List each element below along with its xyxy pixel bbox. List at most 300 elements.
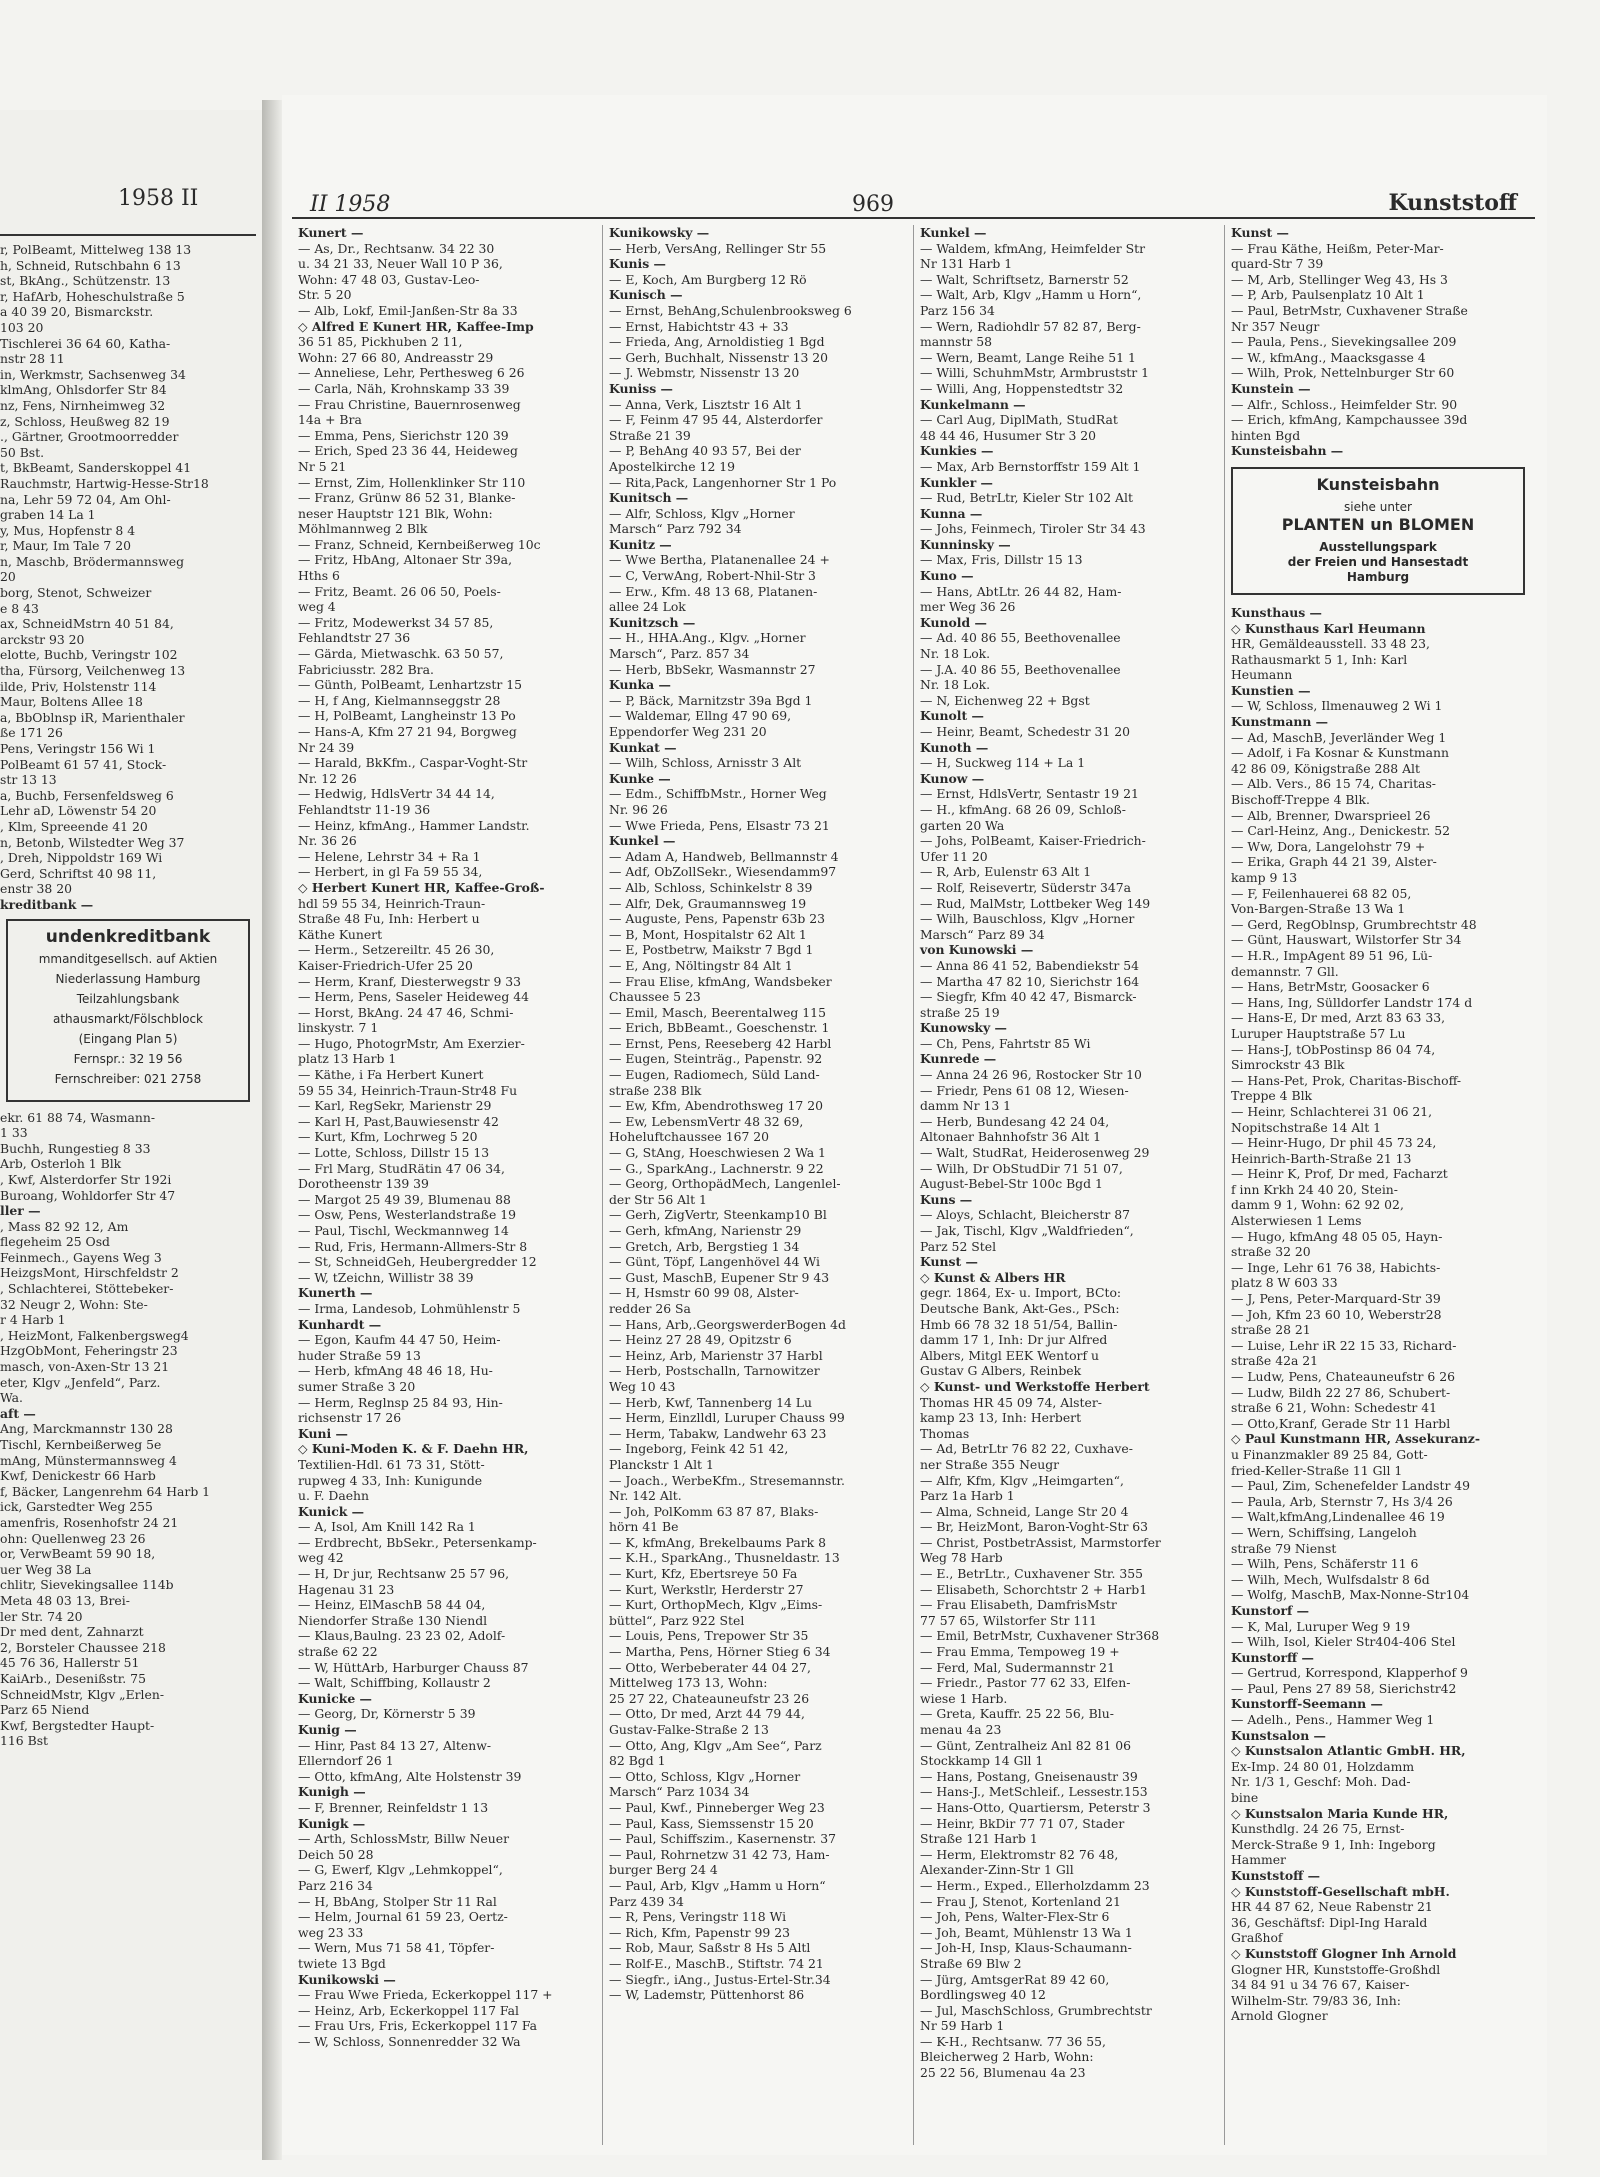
directory-entry: — Erika, Graph 44 21 39, Alster- [1231, 854, 1437, 870]
directory-entry: — Wern, Mus 71 58 41, Töpfer- [298, 1940, 495, 1956]
directory-entry: — Otto, Ang, Klgv „Am See“, Parz [609, 1737, 822, 1753]
directory-entry: flegeheim 25 Osd [0, 1234, 110, 1250]
directory-entry: August-Bebel-Str 100c Bgd 1 [920, 1176, 1103, 1192]
directory-entry: ◇ Herbert Kunert HR, Kaffee-Groß- [298, 879, 545, 895]
directory-entry: — Klaus,Baulng. 23 23 02, Adolf- [298, 1628, 506, 1644]
directory-entry: ße 171 26 [0, 725, 63, 741]
directory-entry: Kunninsky — [920, 536, 1011, 552]
left-page-entries [0, 242, 258, 913]
left-page [0, 110, 265, 2150]
directory-entry: Niendorfer Straße 130 Niendl [298, 1612, 488, 1628]
directory-entry: damm Nr 13 1 [920, 1098, 1012, 1114]
directory-entry: — Eugen, Steinträg., Papenstr. 92 [609, 1051, 823, 1067]
directory-entry: demannstr. 7 Gll. [1231, 963, 1339, 979]
directory-entry: — Siegfr, Kfm 40 42 47, Bismarck- [920, 989, 1137, 1005]
directory-entry: kamp 9 13 [1231, 870, 1298, 885]
directory-entry: — Christ, PostbetrAssist, Marmstorfer [920, 1534, 1161, 1550]
directory-entry: — Ad, BetrLtr 76 82 22, Cuxhave- [920, 1441, 1133, 1457]
directory-entry: Kunkel — [609, 833, 676, 849]
directory-entry: — Walt,kfmAng,Lindenallee 46 19 [1231, 1509, 1445, 1525]
directory-entry: platz 13 Harb 1 [298, 1051, 397, 1067]
directory-entry: Kunstein — [1231, 380, 1311, 396]
directory-entry: Kunst — [920, 1254, 978, 1270]
directory-entry: Heumann [1231, 667, 1293, 683]
directory-entry: Fehlandtstr 11-19 36 [298, 801, 431, 817]
directory-entry: — Wern, Schiffsing, Langeloh [1231, 1524, 1417, 1540]
directory-entry: straße 238 Blk [609, 1082, 702, 1098]
directory-entry: 14a + Bra [298, 412, 362, 428]
directory-entry: HR, Gemäldeausstell. 33 48 23, [1231, 636, 1430, 652]
directory-entry: Glogner HR, Kunststoffe-Großhdl [1231, 1961, 1441, 1977]
directory-entry: e 8 43 [0, 600, 39, 616]
directory-entry: HzgObMont, Feheringstr 23 [0, 1343, 178, 1359]
directory-entry: — Walt, StudRat, Heiderosenweg 29 [920, 1145, 1150, 1161]
directory-entry: Eppendorfer Weg 231 20 [609, 724, 767, 739]
directory-entry: — Carl-Heinz, Ang., Denickestr. 52 [1231, 823, 1450, 839]
directory-entry: — Wilh, Schloss, Arnisstr 3 Alt [609, 755, 802, 771]
directory-entry: Nr 5 21 [298, 458, 347, 474]
directory-entry: — Hans, Postang, Gneisenaustr 39 [920, 1768, 1138, 1784]
directory-entry: — Ernst, Habichtstr 43 + 33 [609, 318, 789, 334]
directory-entry: — Herb, Kwf, Tannenberg 14 Lu [609, 1394, 813, 1410]
left-page-rule [0, 234, 256, 236]
directory-entry: 2, Borsteler Chaussee 218 [0, 1639, 166, 1655]
directory-entry: garten 20 Wa [920, 817, 1005, 833]
directory-entry: tha, Fürsorg, Veilchenweg 13 [0, 663, 186, 679]
directory-entry: hörn 41 Be [609, 1519, 679, 1535]
directory-entry: — Joh, Pens, Walter-Flex-Str 6 [920, 1909, 1110, 1925]
directory-entry: Kuni — [298, 1425, 348, 1441]
directory-entry: Kunert — [298, 225, 364, 240]
directory-entry: straße 42a 21 [1231, 1353, 1319, 1369]
bank-ad-line: Fernschreiber: 021 2758 [54, 1071, 202, 1086]
directory-entry: Marsch“ Parz 792 34 [609, 521, 742, 537]
directory-entry: — Herm, Einzlldl, Luruper Chauss 99 [609, 1410, 845, 1426]
main-page [282, 95, 1547, 2155]
directory-entry: — Greta, Kauffr. 25 22 56, Blu- [920, 1706, 1114, 1722]
directory-entry: Feinmech., Gayens Weg 3 [0, 1249, 162, 1265]
directory-column-2 [603, 225, 914, 2145]
directory-entry: Von-Bargen-Straße 13 Wa 1 [1231, 901, 1406, 917]
directory-entry: — Joh, PolKomm 63 87 87, Blaks- [609, 1503, 819, 1519]
directory-entry: Rathausmarkt 5 1, Inh: Karl [1231, 651, 1408, 667]
directory-entry: — Karl H, Past,Bauwiesenstr 42 [298, 1113, 499, 1129]
directory-entry: — Herb, VersAng, Rellinger Str 55 [609, 240, 827, 256]
directory-entry: — Paul, Zim, Schenefelder Landstr 49 [1231, 1478, 1471, 1494]
directory-entry: — J. Webmstr, Nissenstr 13 20 [609, 365, 800, 381]
directory-entry: sumer Straße 3 20 [298, 1378, 416, 1394]
directory-entry: — R, Arb, Eulenstr 63 Alt 1 [920, 864, 1092, 880]
directory-entry: — C, VerwAng, Robert-Nhil-Str 3 [609, 568, 816, 584]
directory-entry: 36 51 85, Pickhuben 2 11, [298, 334, 463, 350]
directory-entry: Gerd, Schriftst 40 98 11, [0, 865, 157, 881]
directory-entry: Marsch“ Parz 89 34 [920, 926, 1045, 942]
directory-entry: — Wilh, Isol, Kieler Str404-406 Stel [1231, 1634, 1456, 1650]
directory-entry: — R, Pens, Veringstr 118 Wi [609, 1909, 787, 1925]
directory-entry: ekr. 61 88 74, Wasmann- [0, 1109, 156, 1125]
directory-entry: 1 33 [0, 1125, 28, 1141]
directory-entry: Wa. [0, 1390, 23, 1406]
directory-entry: Nr. 96 26 [609, 801, 668, 817]
directory-entry: — Friedr, Pens 61 08 12, Wiesen- [920, 1082, 1129, 1098]
bank-ad-line: mmanditgesellsch. auf Aktien [38, 951, 218, 966]
directory-entry: Textilien-Hdl. 61 73 31, Stött- [298, 1456, 485, 1472]
directory-entry: — Gerh, Buchhalt, Nissenstr 13 20 [609, 349, 829, 365]
directory-entry: — Hans-E, Dr med, Arzt 83 63 33, [1231, 1010, 1446, 1026]
directory-entry: Kuno — [920, 568, 974, 584]
directory-entry: hinten Bgd [1231, 427, 1301, 443]
directory-entry: — Rob, Maur, Saßstr 8 Hs 5 Altl [609, 1940, 811, 1956]
directory-entry: elotte, Buchb, Veringstr 102 [0, 647, 178, 663]
directory-entry: — Hinr, Past 84 13 27, Altenw- [298, 1737, 492, 1753]
directory-entry: — Günt, Hauswart, Wilstorfer Str 34 [1231, 932, 1462, 948]
directory-entry: — H, PolBeamt, Langheinstr 13 Po [298, 708, 516, 724]
directory-entry: Nr. 18 Lok. [920, 646, 991, 662]
directory-entry: — Emil, BetrMstr, Cuxhavener Str368 [920, 1628, 1160, 1644]
directory-entry: — Johs, Feinmech, Tiroler Str 34 43 [920, 521, 1146, 537]
directory-entry: — Alfr, Schloss, Klgv „Horner [609, 505, 795, 521]
directory-entry: HR 44 87 62, Neue Rabenstr 21 [1231, 1899, 1433, 1915]
directory-entry: — Ew, Kfm, Abendrothsweg 17 20 [609, 1098, 823, 1114]
directory-entry: chlitr, Sievekingsallee 114b [0, 1577, 174, 1593]
directory-entry: Alsterwiesen 1 Lems [1231, 1213, 1362, 1229]
directory-entry: — Willi, Ang, Hoppenstedtstr 32 [920, 380, 1124, 396]
directory-entry: — Alb, Lokf, Emil-Janßen-Str 8a 33 [298, 302, 518, 318]
directory-entry: — Rolf-E., MaschB., Stiftstr. 74 21 [609, 1955, 824, 1971]
directory-entry: 50 Bst. [0, 444, 45, 460]
directory-entry: — Horst, BkAng. 24 47 46, Schmi- [298, 1004, 514, 1020]
directory-entry: — Frl Marg, StudRätin 47 06 34, [298, 1160, 505, 1176]
directory-entry: Fabriciusstr. 282 Bra. [298, 661, 434, 677]
directory-entry: — H, Suckweg 114 + La 1 [920, 755, 1086, 771]
directory-entry: weg 4 [298, 599, 336, 615]
directory-entry: — Franz, Schneid, Kernbeißerweg 10c [298, 536, 541, 552]
directory-entry: weg 23 33 [298, 1924, 364, 1940]
directory-entry: Tischlerei 36 64 60, Katha- [0, 335, 171, 351]
directory-entry: Hths 6 [298, 568, 340, 584]
directory-entry: — Herm., Exped., Ellerholzdamm 23 [920, 1877, 1150, 1893]
directory-entry: Kunna — [920, 505, 983, 521]
directory-entry: Treppe 4 Blk [1231, 1088, 1313, 1104]
directory-entry: 36, Geschäftsf: Dipl-Ing Harald [1231, 1914, 1428, 1930]
directory-entry: menau 4a 23 [920, 1722, 1002, 1737]
directory-entry: Kuniss — [609, 380, 673, 396]
directory-entry: — H.R., ImpAgent 89 51 96, Lü- [1231, 947, 1433, 963]
directory-entry: — Herb, BbSekr, Wasmannstr 27 [609, 661, 816, 677]
directory-entry: — Max, Fris, Dillstr 15 13 [920, 552, 1083, 568]
directory-entry: Parz 65 Niend [0, 1702, 90, 1718]
directory-entry: — Joh-H, Insp, Klaus-Schaumann- [920, 1940, 1132, 1956]
directory-entry: — Heinr, Beamt, Schedestr 31 20 [920, 724, 1130, 739]
directory-entry: Kunkelmann — [920, 396, 1026, 412]
directory-entry: straße 25 19 [920, 1004, 1000, 1020]
directory-entry: twiete 13 Bgd [298, 1955, 386, 1971]
directory-entry: — Luise, Lehr iR 22 15 33, Richard- [1231, 1337, 1457, 1353]
directory-entry: ilde, Priv, Holstenstr 114 [0, 678, 157, 694]
left-page-column [0, 242, 262, 2142]
directory-entry: burger Berg 24 4 [609, 1862, 718, 1878]
page-header [282, 95, 1547, 219]
directory-entry: — Herb, kfmAng 48 46 18, Hu- [298, 1363, 493, 1379]
directory-entry: — Erich, Sped 23 36 44, Heideweg [298, 443, 518, 459]
directory-entry: — Herm, Elektromstr 82 76 48, [920, 1846, 1119, 1862]
directory-entry: , Kwf, Alsterdorfer Str 192i [0, 1171, 172, 1187]
directory-entry: — Paul, Kwf., Pinneberger Weg 23 [609, 1799, 825, 1815]
directory-entry: u Finanzmakler 89 25 84, Gott- [1231, 1446, 1428, 1462]
directory-entry: — Paul, Arb, Klgv „Hamm u Horn“ [609, 1877, 826, 1893]
directory-entry: Altonaer Bahnhofstr 36 Alt 1 [920, 1129, 1102, 1145]
directory-entry: Parz 52 Stel [920, 1238, 997, 1254]
directory-entry: Deutsche Bank, Akt-Ges., PSch: [920, 1300, 1120, 1316]
directory-entry: Kunow — [920, 770, 985, 786]
directory-entry: — Irma, Landesob, Lohmühlenstr 5 [298, 1300, 521, 1316]
directory-entry: straße 62 22 [298, 1644, 378, 1660]
directory-entry: Albers, Mitgl EEK Wentorf u [920, 1347, 1099, 1363]
directory-entry: Kunigk — [298, 1815, 366, 1831]
directory-entry: — Heinr, BkDir 77 71 07, Stader [920, 1815, 1125, 1831]
directory-entry: nz, Fens, Nirnheimweg 32 [0, 397, 166, 413]
column-4-top-entries [1231, 225, 1529, 459]
directory-entry: Kunoth — [920, 739, 989, 755]
directory-entry: graben 14 La 1 [0, 507, 96, 523]
directory-entry: — F, Brenner, Reinfeldstr 1 13 [298, 1799, 489, 1815]
directory-entry: Stockkamp 14 Gll 1 [920, 1753, 1044, 1769]
directory-entry: mAng, Münstermannsweg 4 [0, 1452, 177, 1468]
directory-entry: — Siegfr., iAng., Justus-Ertel-Str.34 [609, 1971, 831, 1987]
directory-entry: straße 32 20 [1231, 1244, 1311, 1260]
directory-entry: — Fritz, Beamt. 26 06 50, Poels- [298, 583, 501, 599]
directory-entry: Weg 10 43 [609, 1378, 676, 1394]
directory-entry: , Schlachterei, Stöttebeker- [0, 1281, 174, 1297]
directory-entry: — Alma, Schneid, Lange Str 20 4 [920, 1503, 1129, 1519]
directory-entry: Arnold Glogner [1231, 2008, 1328, 2024]
directory-entry: Mittelweg 173 13, Wohn: [609, 1675, 768, 1691]
bank-ad-line: Fernspr.: 32 19 56 [73, 1051, 183, 1066]
directory-entry: Simrockstr 43 Blk [1231, 1057, 1345, 1073]
directory-entry: ◇ Kunststoff Glogner Inh Arnold [1231, 1945, 1457, 1961]
directory-entry: eter, Klgv „Jenfeld“, Parz. [0, 1374, 161, 1390]
directory-entry: — Eugen, Radiomech, Süld Land- [609, 1067, 820, 1083]
directory-entry: Kunig — [298, 1722, 357, 1737]
directory-entry: — Joh, Kfm 23 60 10, Weberstr28 [1231, 1306, 1442, 1322]
directory-entry: Gustav-Falke-Straße 2 13 [609, 1722, 769, 1737]
directory-entry: Nr 24 39 [298, 739, 355, 755]
directory-entry: r, PolBeamt, Mittelweg 138 13 [0, 242, 192, 257]
directory-entry: — H, Dr jur, Rechtsanw 25 57 96, [298, 1566, 510, 1582]
directory-entry: — Willi, SchuhmMstr, Armbruststr 1 [920, 365, 1150, 381]
directory-entry: — Fritz, HbAng, Altonaer Str 39a, [298, 552, 513, 568]
directory-entry: str 13 13 [0, 772, 57, 788]
directory-entry: Nr 59 Harb 1 [920, 2018, 1005, 2034]
directory-columns [292, 225, 1535, 2145]
directory-entry: — Wolfg, MaschB, Max-Nonne-Str104 [1231, 1587, 1470, 1603]
directory-entry: — Kurt, Kfm, Lochrweg 5 20 [298, 1129, 478, 1145]
directory-entry: Straße 21 39 [609, 427, 691, 443]
directory-entry: — Heinz, Arb, Marienstr 37 Harbl [609, 1347, 823, 1363]
directory-entry: — P, Bäck, Marnitzstr 39a Bgd 1 [609, 692, 813, 708]
directory-entry: hdl 59 55 34, Heinrich-Traun- [298, 895, 486, 911]
directory-entry: — Fritz, Modewerkst 34 57 85, [298, 614, 494, 630]
directory-entry: — G., SparkAng., Lachnerstr. 9 22 [609, 1160, 824, 1176]
directory-entry: — Jul, MaschSchloss, Grumbrechtstr [920, 2002, 1152, 2018]
directory-entry: — As, Dr., Rechtsanw. 34 22 30 [298, 240, 495, 256]
directory-entry: der Str 56 Alt 1 [609, 1191, 707, 1207]
directory-entry: SchneidMstr, Klgv „Erlen- [0, 1686, 165, 1702]
directory-entry: r, Maur, Im Tale 7 20 [0, 538, 132, 554]
directory-entry: a 40 39 20, Bismarckstr. [0, 304, 154, 320]
directory-entry: — Gretch, Arb, Bergstieg 1 34 [609, 1238, 800, 1254]
directory-entry: — Heinr-Hugo, Dr phil 45 73 24, [1231, 1135, 1437, 1151]
directory-entry: quard-Str 7 39 [1231, 256, 1324, 272]
directory-entry: — Frau Käthe, Heißm, Peter-Mar- [1231, 240, 1444, 256]
directory-entry: straße 79 Nienst [1231, 1540, 1337, 1556]
directory-entry: Weg 78 Harb [920, 1550, 1003, 1566]
directory-entry: Möhlmannweg 2 Blk [298, 521, 428, 537]
page-number: 969 [852, 192, 894, 217]
directory-entry: — E, Postbetrw, Maikstr 7 Bgd 1 [609, 942, 814, 958]
directory-entry: Thomas HR 45 09 74, Alster- [920, 1394, 1102, 1410]
directory-entry: damm 17 1, Inh: Dr jur Alfred [920, 1332, 1108, 1348]
directory-entry: Kunstien — [1231, 682, 1311, 698]
directory-entry: — Rolf, Reisevertr, Süderstr 347a [920, 879, 1131, 895]
directory-entry: 82 Bgd 1 [609, 1753, 666, 1769]
directory-entry: — Günt, Zentralheiz Anl 82 81 06 [920, 1737, 1131, 1753]
directory-entry: n, Maschb, Brödermannsweg [0, 553, 185, 569]
directory-entry: Kunowsky — [920, 1020, 1007, 1036]
directory-entry: HeizgsMont, Hirschfeldstr 2 [0, 1265, 179, 1281]
directory-entry: — Ww, Dora, Langelohstr 79 + [1231, 838, 1426, 854]
directory-entry: — Ernst, Zim, Hollenklinker Str 110 [298, 474, 526, 490]
directory-entry: — Hans-Otto, Quartiersm, Peterstr 3 [920, 1799, 1151, 1815]
directory-entry: — Auguste, Pens, Papenstr 63b 23 [609, 911, 826, 927]
directory-entry: — Ew, LebensmVertr 48 32 69, [609, 1113, 804, 1129]
directory-entry: Bordlingsweg 40 12 [920, 1987, 1046, 2003]
directory-entry: — Jürg, AmtsgerRat 89 42 60, [920, 1971, 1110, 1987]
directory-entry: — Hans, Arb,.GeorgswerderBogen 4d [609, 1316, 846, 1332]
left-page-header: 1958 II [118, 186, 199, 211]
directory-entry: Ex-Imp. 24 80 01, Holzdamm [1231, 1758, 1415, 1774]
directory-entry: — Kurt, OrthopMech, Klgv „Eims- [609, 1597, 823, 1613]
directory-entry: Kunerth — [298, 1285, 373, 1301]
directory-entry: Dorotheenstr 139 39 [298, 1176, 429, 1192]
directory-entry: Parz 439 34 [609, 1893, 684, 1909]
directory-entry: — Frau Elisabeth, DamfrisMstr [920, 1597, 1117, 1613]
directory-entry: — Paul, Tischl, Weckmannweg 14 [298, 1223, 509, 1238]
directory-entry: — Alfr., Schloss., Heimfelder Str. 90 [1231, 396, 1458, 412]
directory-entry: Kunolt — [920, 708, 984, 724]
directory-entry: — Hans, Ing, Sülldorfer Landstr 174 d [1231, 994, 1473, 1010]
directory-entry: redder 26 Sa [609, 1300, 691, 1316]
directory-entry: Kunst — [1231, 225, 1289, 240]
directory-entry: — M, Arb, Stellinger Weg 43, Hs 3 [1231, 271, 1448, 287]
directory-entry: — Otto, Werbeberater 44 04 27, [609, 1659, 811, 1675]
directory-entry: Merck-Straße 9 1, Inh: Ingeborg [1231, 1836, 1436, 1852]
directory-entry: Straße 69 Blw 2 [920, 1955, 1022, 1971]
directory-entry: — Egon, Kaufm 44 47 50, Heim- [298, 1332, 501, 1348]
directory-entry: — Anna, Verk, Lisztstr 16 Alt 1 [609, 396, 803, 412]
directory-entry: Kunikowski — [298, 1971, 396, 1987]
directory-entry: — Frau Urs, Fris, Eckerkoppel 117 Fa [298, 2018, 538, 2034]
directory-entry: — Paul, Rohrnetzw 31 42 73, Ham- [609, 1846, 830, 1862]
directory-entry: — Walt, Schiffbing, Kollaustr 2 [298, 1675, 491, 1691]
kbox-title: Kunsteisbahn [1316, 474, 1440, 494]
directory-entry: Dr med dent, Zahnarzt [0, 1624, 144, 1640]
directory-entry: — Paul, Pens 27 89 58, Sierichstr42 [1231, 1680, 1457, 1696]
directory-entry: — Otto, Dr med, Arzt 44 79 44, [609, 1706, 805, 1722]
directory-entry: klmAng, Ohlsdorfer Str 84 [0, 382, 167, 398]
directory-entry: — J, Pens, Peter-Marquard-Str 39 [1231, 1291, 1441, 1307]
directory-entry: Kunitsch — [609, 490, 689, 506]
directory-entry: Buchh, Rungestieg 8 33 [0, 1140, 151, 1156]
directory-entry: — Frieda, Ang, Arnoldistieg 1 Bgd [609, 334, 825, 350]
directory-entry: t, BkBeamt, Sanderskoppel 41 [0, 460, 192, 476]
directory-entry: Kunstorff-Seemann — [1231, 1696, 1383, 1712]
directory-entry: Wilhelm-Str. 79/83 36, Inh: [1231, 1992, 1401, 2008]
directory-entry: Käthe Kunert [298, 926, 383, 942]
directory-entry: Kunrede — [920, 1051, 997, 1067]
bank-ad-line: (Eingang Plan 5) [78, 1031, 178, 1046]
directory-entry: — Rud, Fris, Hermann-Allmers-Str 8 [298, 1238, 528, 1254]
directory-entry: Kunsthaus — [1231, 604, 1322, 620]
directory-entry: Kunstorff — [1231, 1649, 1314, 1665]
directory-entry: ick, Garstedter Weg 255 [0, 1499, 153, 1515]
directory-entry: — N, Eichenweg 22 + Bgst [920, 692, 1090, 708]
directory-column-1 [292, 225, 603, 2145]
directory-entry: Hagenau 31 23 [298, 1581, 395, 1597]
directory-entry: — W, Lademstr, Püttenhorst 86 [609, 1987, 805, 2003]
directory-entry: Wohn: 47 48 03, Gustav-Leo- [298, 271, 480, 287]
directory-entry: u. 34 21 33, Neuer Wall 10 P 36, [298, 256, 503, 272]
directory-entry: Lehr aD, Löwenstr 54 20 [0, 803, 157, 819]
directory-entry: — Joach., WerbeKfm., Stresemannstr. [609, 1472, 845, 1488]
bank-advertisement [6, 919, 250, 1102]
directory-entry: a, Buchb, Fersenfeldsweg 6 [0, 787, 174, 803]
directory-entry: — Inge, Lehr 61 76 38, Habichts- [1231, 1259, 1441, 1275]
directory-entry: — Wwe Frieda, Pens, Elsastr 73 21 [609, 817, 830, 833]
directory-entry: — Carl Aug, DiplMath, StudRat [920, 412, 1118, 428]
directory-entry: Nopitschstraße 14 Alt 1 [1231, 1119, 1382, 1135]
directory-entry: — Emil, Masch, Beerentalweg 115 [609, 1004, 826, 1020]
directory-entry: — H, f Ang, Kielmannseggstr 28 [298, 692, 501, 708]
bank-ad-line: Niederlassung Hamburg [55, 971, 201, 986]
directory-entry: linskystr. 7 1 [298, 1020, 379, 1036]
directory-entry: Gustav G Albers, Reinbek [920, 1363, 1082, 1379]
directory-entry: ◇ Kunsthaus Karl Heumann [1231, 620, 1426, 636]
directory-entry: Kunsteisbahn — [1231, 443, 1344, 459]
directory-entry: Kunigh — [298, 1784, 366, 1800]
book-gutter [262, 100, 282, 2160]
directory-entry: gegr. 1864, Ex- u. Import, BCto: [920, 1285, 1122, 1301]
directory-entry: — Hans-J, tObPostinsp 86 04 74, [1231, 1041, 1436, 1057]
directory-entry: Ang, Marckmannstr 130 28 [0, 1421, 173, 1437]
directory-entry: — Ludw, Bildh 22 27 86, Schubert- [1231, 1384, 1451, 1400]
directory-entry: n, Betonb, Wilstedter Weg 37 [0, 834, 185, 850]
directory-entry: h, Schneid, Rutschbahn 6 13 [0, 257, 181, 273]
directory-entry: — Gerh, ZigVertr, Steenkamp10 Bl [609, 1207, 827, 1223]
directory-entry: — Wilh, Pens, Schäferstr 11 6 [1231, 1556, 1419, 1572]
directory-entry: — P, Arb, Paulsenplatz 10 Alt 1 [1231, 287, 1425, 303]
directory-entry: f inn Krkh 24 40 20, Stein- [1231, 1181, 1398, 1197]
directory-entry: — Paul, Schiffszim., Kasernenstr. 37 [609, 1831, 836, 1847]
directory-entry: — K, kfmAng, Brekelbaums Park 8 [609, 1534, 826, 1550]
directory-entry: — Herbert, in gl Fa 59 55 34, [298, 864, 483, 880]
directory-entry: Kunke — [609, 770, 671, 786]
directory-entry: — H, Hsmstr 60 99 08, Alster- [609, 1285, 799, 1301]
directory-entry: — Rich, Kfm, Papenstr 99 23 [609, 1924, 790, 1940]
directory-entry: — Paul, Kass, Siemssenstr 15 20 [609, 1815, 814, 1831]
directory-entry: — Carla, Näh, Krohnskamp 33 39 [298, 380, 510, 396]
directory-entry: — E, Koch, Am Burgberg 12 Rö [609, 271, 807, 287]
